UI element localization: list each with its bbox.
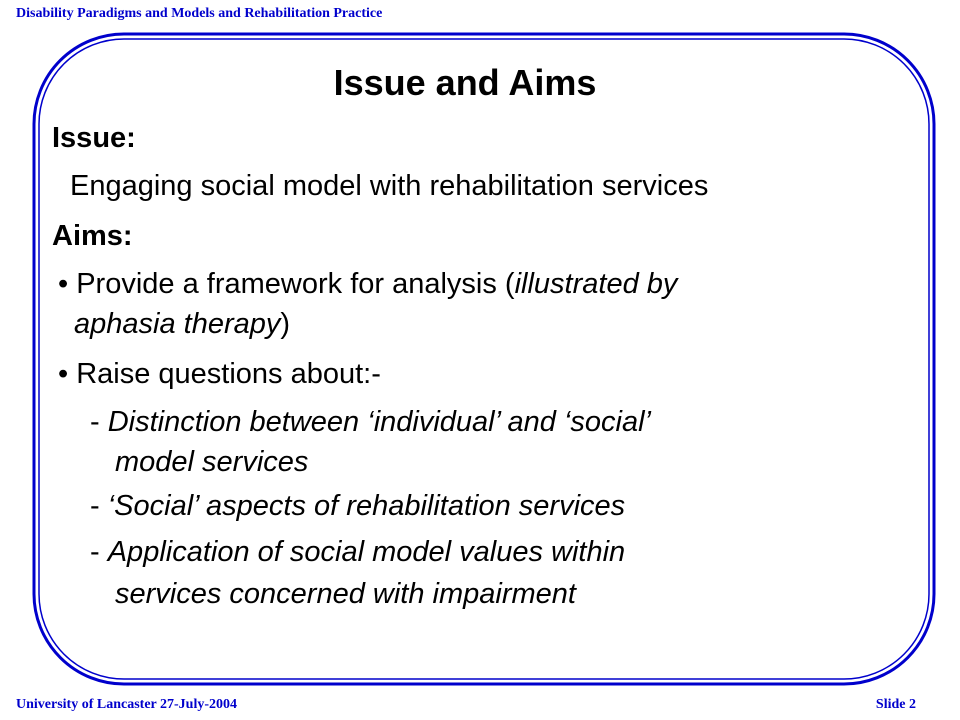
bullet-framework-line2	[74, 308, 290, 341]
sub-social-dash: -	[90, 490, 108, 522]
bullet-questions: • Raise questions about:-	[58, 358, 381, 390]
bullet-framework-line1	[58, 268, 677, 301]
sub-application-text: Application of social model values within	[107, 536, 626, 568]
sub-distinction-dash: -	[90, 406, 108, 438]
sub-application-line1	[90, 536, 625, 569]
footer-institution-date: University of Lancaster 27-July-2004	[16, 697, 237, 712]
issue-heading: Issue:	[52, 122, 136, 154]
sub-application-dash: -	[90, 536, 108, 568]
bullet-framework-italic-2: aphasia therapy	[74, 308, 281, 340]
footer-slide-number: Slide 2	[875, 697, 916, 712]
issue-text: Engaging social model with rehabilitation services	[70, 170, 709, 202]
sub-distinction-line1	[90, 406, 651, 439]
sub-application-line2: services concerned with impairment	[115, 578, 576, 610]
slide-title: Issue and Aims	[333, 62, 597, 103]
aims-heading: Aims:	[52, 220, 133, 252]
sub-social-aspects	[90, 490, 625, 523]
sub-distinction-text: Distinction between ‘individual’ and ‘social’	[107, 406, 651, 438]
bullet-framework-text: • Provide a framework for analysis (	[58, 268, 515, 300]
bullet-framework-italic: illustrated by	[514, 268, 678, 300]
bullet-framework-close: )	[280, 308, 291, 340]
sub-social-text: ‘Social’ aspects of rehabilitation services	[107, 490, 626, 522]
sub-distinction-line2: model services	[115, 446, 309, 478]
deck-title-header: Disability Paradigms and Models and Rehabilitation Practice	[16, 6, 383, 21]
